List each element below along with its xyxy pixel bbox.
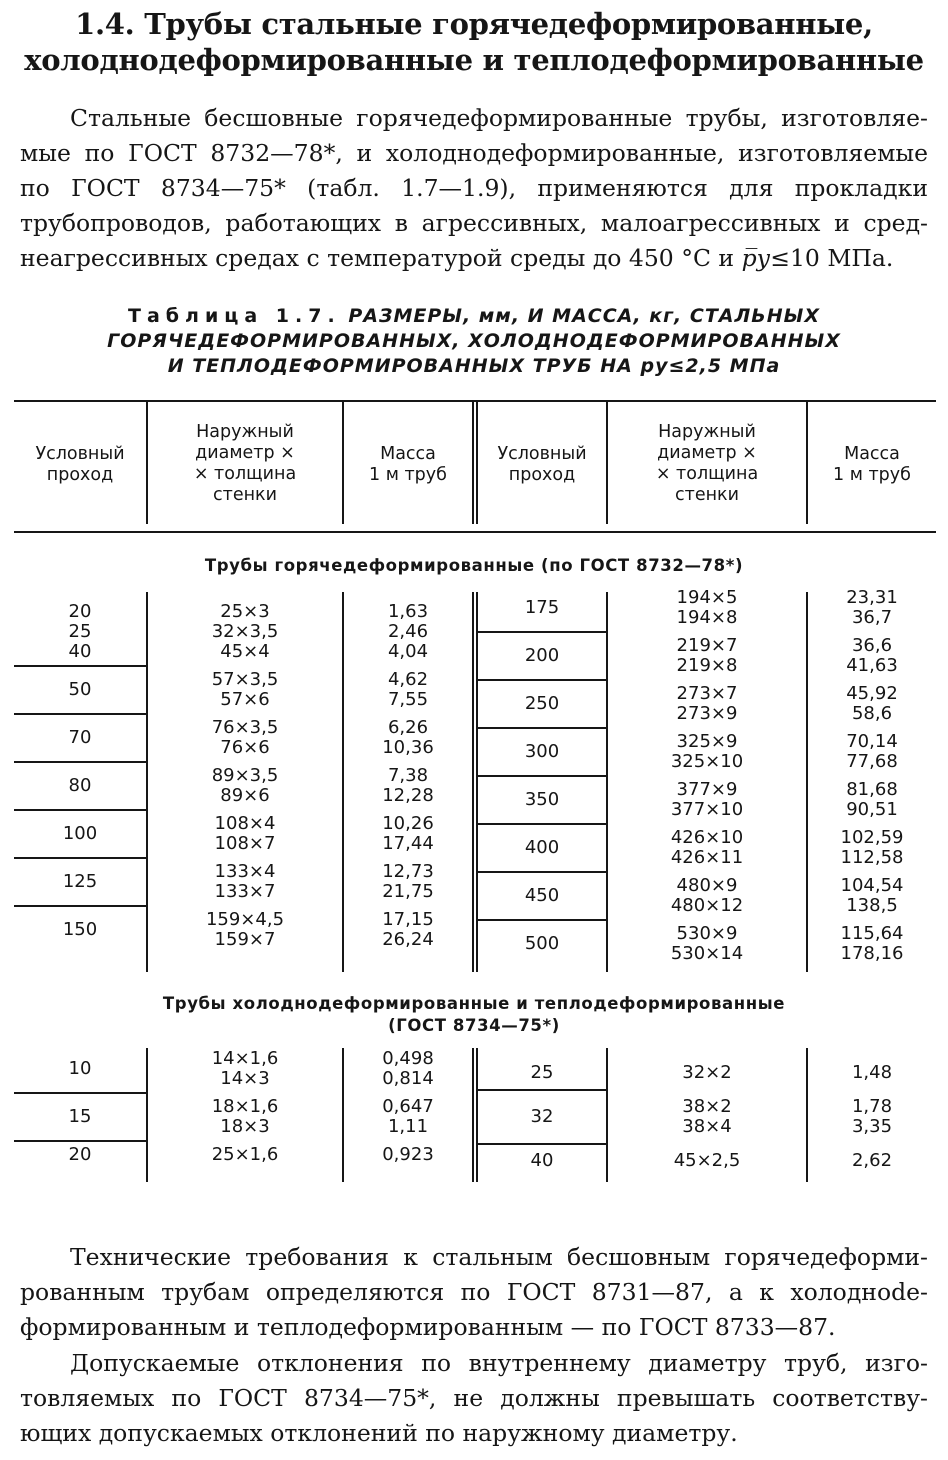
- mass-cell-value: 1,11: [387, 1116, 429, 1137]
- mass-cell: [808, 924, 936, 964]
- od-cell: [608, 1097, 806, 1137]
- mass-cell-value: 102,59: [840, 827, 904, 848]
- dn-cell: [478, 742, 606, 762]
- mass-cell: [344, 814, 472, 854]
- dn-cell: [478, 1107, 606, 1127]
- dn-cell: [478, 934, 606, 954]
- od-cell: [608, 828, 806, 868]
- intro-line-4: трубопроводов, работающих в агрессивных, малоагрессивных и сред-: [20, 209, 928, 237]
- mass-cell-value: 0,814: [382, 1068, 434, 1089]
- od-cell-value: 194×5: [676, 587, 738, 608]
- mass-cell-value: 10,36: [382, 737, 434, 758]
- header-od-line: Наружный: [658, 422, 756, 442]
- mass-cell: [808, 588, 936, 628]
- od-cell: [608, 732, 806, 772]
- table-caption-pressure: pу: [640, 355, 669, 377]
- od-cell-value: 426×10: [670, 827, 744, 848]
- od-cell-value: 133×4: [214, 861, 276, 882]
- od-cell-value: 76×6: [220, 737, 270, 758]
- dn-cell: [478, 790, 606, 810]
- outro-1-line-2: рованным трубам определяются по ГОСТ 8731—87, а к холоднode-: [20, 1278, 928, 1306]
- od-cell-value: 76×3,5: [211, 717, 279, 738]
- od-cell-value: 480×12: [670, 895, 744, 916]
- header-od-right: [608, 422, 806, 506]
- section-title-line-1: 1.4. Трубы стальные горячедеформированные,: [75, 7, 873, 41]
- outro-paragraph-2: [20, 1346, 928, 1451]
- mass-cell: [808, 1151, 936, 1171]
- header-od-line: × толщина: [193, 464, 297, 484]
- header-mass-line: 1 м труб: [833, 465, 911, 485]
- dn-cell-value: 25: [68, 621, 92, 642]
- outro-2-line-3: ющих допускаемых отклонений по наружному диаметру.: [20, 1419, 738, 1447]
- mass-cell-value: 10,26: [382, 813, 434, 834]
- intro-line-2: мые по ГОСТ 8732—78*, и холоднодеформированные, изготовляемые: [20, 139, 928, 167]
- od-cell: [608, 924, 806, 964]
- mass-cell-value: 36,6: [851, 635, 893, 656]
- intro-line-3: по ГОСТ 8734—75* (табл. 1.7—1.9), применяются для прокладки: [20, 174, 928, 202]
- dn-cell-value: 25: [530, 1062, 554, 1083]
- dn-cell-value: 20: [68, 601, 92, 622]
- dn-cell-value: 300: [524, 741, 560, 762]
- row-separator: [478, 1089, 606, 1091]
- dn-cell-value: 350: [524, 789, 560, 810]
- od-cell-value: 219×7: [676, 635, 738, 656]
- od-cell-value: 89×3,5: [211, 765, 279, 786]
- mass-cell: [344, 718, 472, 758]
- dn-cell: [14, 824, 146, 844]
- mass-cell-value: 12,28: [382, 785, 434, 806]
- dn-cell: [14, 1145, 146, 1165]
- od-cell-value: 89×6: [220, 785, 270, 806]
- dn-cell-value: 175: [524, 597, 560, 618]
- mass-cell: [344, 1049, 472, 1089]
- row-separator: [478, 679, 606, 681]
- mass-cell-value: 1,48: [851, 1062, 893, 1083]
- dn-cell-value: 40: [68, 641, 92, 662]
- row-separator: [14, 665, 146, 667]
- table-caption: [0, 304, 948, 379]
- dn-cell-value: 10: [68, 1058, 92, 1079]
- outro-2-line-1: Допускаемые отклонения по внутреннему диаметру труб, изго-: [70, 1349, 928, 1377]
- row-separator: [14, 809, 146, 811]
- od-cell: [148, 766, 342, 806]
- od-cell: [148, 670, 342, 710]
- header-dn-left: [14, 444, 146, 486]
- od-cell: [148, 602, 342, 662]
- mass-cell-value: 104,54: [840, 875, 904, 896]
- table-caption-line-3-text: И ТЕПЛОДЕФОРМИРОВАННЫХ ТРУБ НА: [167, 355, 641, 377]
- dn-cell: [14, 728, 146, 748]
- mass-cell: [808, 684, 936, 724]
- od-cell-value: 108×7: [214, 833, 276, 854]
- mass-cell: [344, 766, 472, 806]
- mass-cell-value: 21,75: [382, 881, 434, 902]
- row-separator: [14, 761, 146, 763]
- mass-cell: [344, 670, 472, 710]
- mass-cell: [808, 636, 936, 676]
- header-od-line: Наружный: [196, 422, 294, 442]
- mass-cell-value: 0,923: [382, 1144, 434, 1165]
- od-cell-value: 108×4: [214, 813, 276, 834]
- dn-cell: [478, 598, 606, 618]
- row-separator: [478, 919, 606, 921]
- dn-cell-value: 150: [62, 919, 98, 940]
- od-cell: [148, 1049, 342, 1089]
- od-cell-value: 325×9: [676, 731, 738, 752]
- od-cell-value: 273×7: [676, 683, 738, 704]
- mass-cell-value: 45,92: [846, 683, 898, 704]
- dn-cell: [478, 838, 606, 858]
- mass-cell-value: 1,78: [851, 1096, 893, 1117]
- mass-cell-value: 138,5: [846, 895, 898, 916]
- dn-cell-value: 70: [68, 727, 92, 748]
- od-cell-value: 45×2,5: [673, 1150, 741, 1171]
- od-cell-value: 18×1,6: [211, 1096, 279, 1117]
- table-caption-prefix: Таблица 1.7.: [128, 305, 341, 327]
- table-caption-line-3-tail: ≤2,5 МПа: [668, 355, 781, 377]
- section-2-title-line-1: Трубы холоднодеформированные и теплодеформированные: [162, 994, 786, 1013]
- header-mass-line: Масса: [380, 444, 436, 464]
- od-cell: [148, 910, 342, 950]
- dn-cell-value: 100: [62, 823, 98, 844]
- header-od-line: стенки: [213, 485, 277, 505]
- mass-cell-value: 1,63: [387, 601, 429, 622]
- od-cell: [608, 684, 806, 724]
- dn-cell-value: 15: [68, 1106, 92, 1127]
- od-cell-value: 426×11: [670, 847, 744, 868]
- outro-1-line-1: Технические требования к стальным бесшовным горячедеформи-: [70, 1243, 928, 1271]
- od-cell-value: 133×7: [214, 881, 276, 902]
- od-cell-value: 25×1,6: [211, 1144, 279, 1165]
- row-separator: [478, 775, 606, 777]
- mass-cell: [344, 910, 472, 950]
- header-mass-line: Масса: [844, 444, 900, 464]
- od-cell: [608, 780, 806, 820]
- table-caption-line-1-text: РАЗМЕРЫ, мм, И МАССА, кг, СТАЛЬНЫХ: [348, 305, 820, 327]
- mass-cell-value: 7,38: [387, 765, 429, 786]
- od-cell-value: 14×3: [220, 1068, 270, 1089]
- dn-cell: [14, 680, 146, 700]
- dn-cell: [14, 872, 146, 892]
- od-cell-value: 377×9: [676, 779, 738, 800]
- dn-cell-value: 500: [524, 933, 560, 954]
- row-separator: [478, 727, 606, 729]
- od-cell: [148, 1097, 342, 1137]
- row-separator: [14, 905, 146, 907]
- od-cell-value: 530×9: [676, 923, 738, 944]
- table-caption-line-2: [0, 329, 948, 354]
- mass-cell-value: 81,68: [846, 779, 898, 800]
- section-title-line-2: холоднодеформированные и теплодеформированные: [24, 43, 924, 77]
- table-caption-line-1: [0, 304, 948, 329]
- row-separator: [478, 823, 606, 825]
- dn-cell-value: 50: [68, 679, 92, 700]
- mass-cell-value: 4,04: [387, 641, 429, 662]
- od-cell: [608, 636, 806, 676]
- dn-cell: [14, 602, 146, 662]
- mass-cell-value: 178,16: [840, 943, 904, 964]
- dn-cell-value: 200: [524, 645, 560, 666]
- mass-cell: [808, 732, 936, 772]
- outro-2-line-2: товляемых по ГОСТ 8734—75*, не должны превышать соответству-: [20, 1384, 928, 1412]
- mass-cell-value: 6,26: [387, 717, 429, 738]
- row-separator: [14, 857, 146, 859]
- header-dn-line: проход: [508, 465, 576, 485]
- section-2-title: [0, 993, 948, 1037]
- dn-cell-value: 250: [524, 693, 560, 714]
- mass-cell-value: 36,7: [851, 607, 893, 628]
- od-cell-value: 377×10: [670, 799, 744, 820]
- od-cell: [148, 718, 342, 758]
- table-caption-line-3: [0, 354, 948, 379]
- header-od-line: диаметр ×: [657, 443, 757, 463]
- mass-cell: [344, 1097, 472, 1137]
- dn-cell: [478, 646, 606, 666]
- mass-cell-value: 0,647: [382, 1096, 434, 1117]
- header-od-line: диаметр ×: [195, 443, 295, 463]
- dn-cell-value: 32: [530, 1106, 554, 1127]
- section-title: [0, 6, 948, 78]
- row-separator: [478, 1143, 606, 1145]
- header-mass-right: [808, 444, 936, 486]
- mass-cell-value: 77,68: [846, 751, 898, 772]
- od-cell-value: 38×2: [682, 1096, 732, 1117]
- mass-cell-value: 0,498: [382, 1048, 434, 1069]
- table-header-rule: [14, 531, 936, 533]
- dn-cell: [478, 1063, 606, 1083]
- od-cell-value: 25×3: [220, 601, 270, 622]
- od-cell: [608, 876, 806, 916]
- od-cell-value: 325×10: [670, 751, 744, 772]
- mass-cell-value: 23,31: [846, 587, 898, 608]
- od-cell-value: 159×7: [214, 929, 276, 950]
- mass-cell: [344, 602, 472, 662]
- mass-cell-value: 2,62: [851, 1150, 893, 1171]
- header-mass-line: 1 м труб: [369, 465, 447, 485]
- table-caption-line-2-text: ГОРЯЧЕДЕФОРМИРОВАННЫХ, ХОЛОДНОДЕФОРМИРОВАННЫХ: [107, 330, 841, 352]
- mass-cell-value: 26,24: [382, 929, 434, 950]
- mass-cell-value: 7,55: [387, 689, 429, 710]
- row-separator: [478, 631, 606, 633]
- od-cell-value: 14×1,6: [211, 1048, 279, 1069]
- mass-cell: [344, 862, 472, 902]
- header-dn-line: проход: [46, 465, 114, 485]
- mass-cell-value: 58,6: [851, 703, 893, 724]
- section-2-title-line-2: (ГОСТ 8734—75*): [388, 1016, 560, 1035]
- mass-cell: [808, 876, 936, 916]
- mass-cell-value: 41,63: [846, 655, 898, 676]
- intro-line-5-text: неагрессивных средах с температурой среды до 450 °С и: [20, 244, 742, 272]
- pressure-symbol: p̅у: [741, 244, 771, 272]
- od-cell-value: 45×4: [220, 641, 270, 662]
- header-dn-line: Условный: [35, 444, 125, 464]
- mass-cell-value: 3,35: [851, 1116, 893, 1137]
- mass-cell-value: 12,73: [382, 861, 434, 882]
- dn-cell: [478, 886, 606, 906]
- row-separator: [478, 871, 606, 873]
- od-cell-value: 57×3,5: [211, 669, 279, 690]
- dn-cell-value: 80: [68, 775, 92, 796]
- row-separator: [14, 1140, 146, 1142]
- header-od-line: стенки: [675, 485, 739, 505]
- intro-line-5-tail: ≤10 МПа.: [770, 244, 894, 272]
- mass-cell-value: 112,58: [840, 847, 904, 868]
- mass-cell-value: 4,62: [387, 669, 429, 690]
- od-cell-value: 530×14: [670, 943, 744, 964]
- header-od-left: [148, 422, 342, 506]
- intro-line-5: [20, 241, 928, 276]
- dn-cell: [14, 1059, 146, 1079]
- od-cell-value: 194×8: [676, 607, 738, 628]
- dn-cell-value: 125: [62, 871, 98, 892]
- mass-cell-value: 17,15: [382, 909, 434, 930]
- dn-cell: [478, 694, 606, 714]
- intro-line-1: Стальные бесшовные горячедеформированные трубы, изготовляе-: [70, 104, 928, 132]
- od-cell-value: 32×3,5: [211, 621, 279, 642]
- od-cell: [148, 814, 342, 854]
- dn-cell: [14, 920, 146, 940]
- od-cell: [148, 862, 342, 902]
- od-cell: [148, 1145, 342, 1165]
- intro-paragraph: [20, 101, 928, 276]
- section-1-title: Трубы горячедеформированные (по ГОСТ 8732—78*): [204, 556, 744, 575]
- mass-cell: [808, 780, 936, 820]
- mass-cell-value: 90,51: [846, 799, 898, 820]
- od-cell: [608, 1151, 806, 1171]
- header-mass-left: [344, 444, 472, 486]
- row-separator: [14, 713, 146, 715]
- header-dn-right: [478, 444, 606, 486]
- od-cell-value: 273×9: [676, 703, 738, 724]
- dn-cell: [14, 1107, 146, 1127]
- dn-cell-value: 20: [68, 1144, 92, 1165]
- dn-cell: [14, 776, 146, 796]
- od-cell-value: 57×6: [220, 689, 270, 710]
- mass-cell: [344, 1145, 472, 1165]
- dn-cell-value: 450: [524, 885, 560, 906]
- mass-cell: [808, 828, 936, 868]
- outro-1-line-3: формированным и теплодеформированным — по ГОСТ 8733—87.: [20, 1313, 836, 1341]
- mass-cell-value: 70,14: [846, 731, 898, 752]
- od-cell: [608, 588, 806, 628]
- mass-cell: [808, 1097, 936, 1137]
- od-cell-value: 38×4: [682, 1116, 732, 1137]
- dn-cell-value: 400: [524, 837, 560, 858]
- dn-cell: [478, 1151, 606, 1171]
- header-dn-line: Условный: [497, 444, 587, 464]
- dn-cell-value: 40: [530, 1150, 554, 1171]
- od-cell-value: 219×8: [676, 655, 738, 676]
- od-cell-value: 18×3: [220, 1116, 270, 1137]
- od-cell-value: 32×2: [682, 1062, 732, 1083]
- mass-cell-value: 2,46: [387, 621, 429, 642]
- mass-cell-value: 17,44: [382, 833, 434, 854]
- outro-paragraph-1: [20, 1240, 928, 1345]
- row-separator: [14, 1092, 146, 1094]
- od-cell-value: 159×4,5: [205, 909, 285, 930]
- mass-cell-value: 115,64: [840, 923, 904, 944]
- od-cell-value: 480×9: [676, 875, 738, 896]
- od-cell: [608, 1063, 806, 1083]
- header-od-line: × толщина: [655, 464, 759, 484]
- mass-cell: [808, 1063, 936, 1083]
